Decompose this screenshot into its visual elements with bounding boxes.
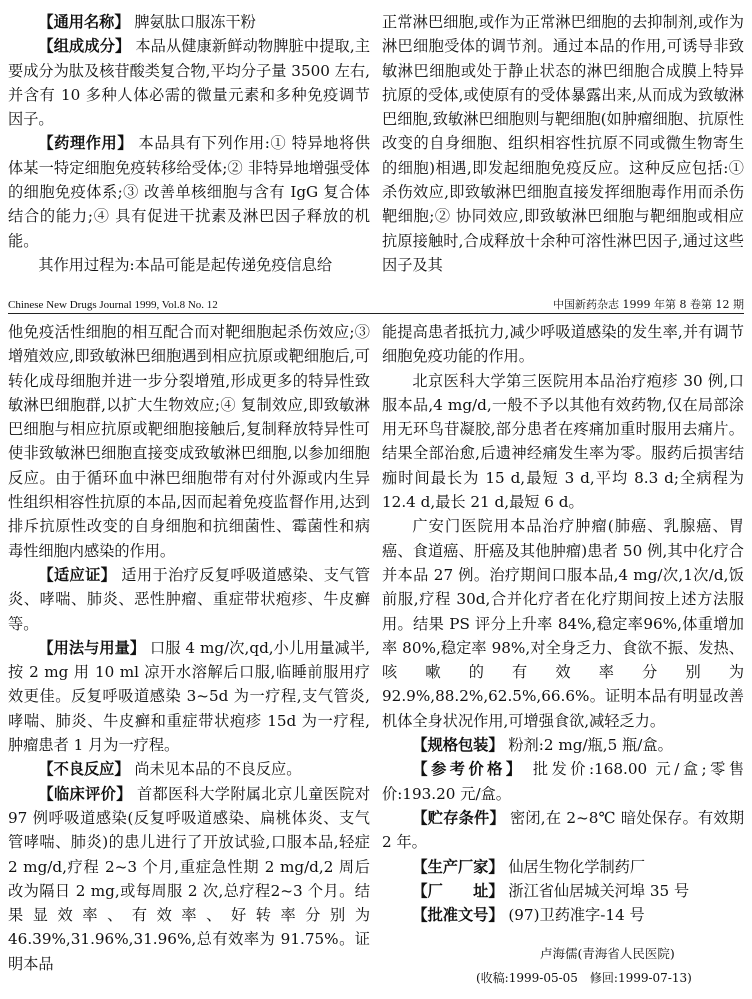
manufacturer-label: 【生产厂家】 <box>412 857 504 876</box>
author-line: 卢海儒(青海省人民医院) <box>540 946 675 961</box>
tumor-study-para: 广安门医院用本品治疗肿瘤(肺癌、乳腺癌、胃癌、食道癌、肝癌及其他肿瘤)患者 50 例,其中化疗合并本品 27 例。治疗期间口服本品,4 mg/次,1次/d,饭前服,疗程 30d,合并化疗者在化疗期间按上述方法服用。结果 PS 评分上升率 84%,稳定率96%,体重增加率 80%,稳定率 98%,对全身乏力、食欲不振、发热、咳嗽的有效率分别为 92.9%,88.2%,62.5%,66.6%。证明本品有明显改善机体全身状况作用,可增强食欲,减轻乏力。 <box>382 517 744 730</box>
pharmacology-text: 本品具有下列作用:① 特异地将供体某一特定细胞免疫转移给受体;② 非特异地增强受体的细胞免疫体系;③ 改善单核细胞与含有 IgG 复合体结合的能力;④ 具有促进干扰素及淋巴因子释放的机能。 <box>8 134 371 250</box>
spec-para <box>382 733 744 757</box>
top-right-column <box>382 10 744 277</box>
clinical-text: 首都医科大学附属北京儿童医院对 97 例呼吸道感染(反复呼吸道感染、扁桃体炎、支气管哮喘、肺炎)的患儿进行了开放试验,口服本品,轻症 2 mg/d,疗程 2~3 个月,重症急性期 2 mg/d,2 周后改为隔日 2 mg,或每周服 2 次,总疗程2~3 个月。结果显效率、有效率、好转率分别为46.39%,31.96%,31.96%,总有效率为 91.75%。证明本品 <box>8 784 371 973</box>
spec-label: 【规格包装】 <box>412 736 504 755</box>
header-rule <box>8 313 744 314</box>
usage-para <box>8 636 370 757</box>
submission-dates: (收稿:1999-05-05 修回:1999-07-13) <box>476 971 692 985</box>
price-text: 批发价:168.00 元/盒;零售价:193.20 元/盒。 <box>382 760 745 803</box>
indications-para <box>8 563 370 636</box>
price-label: 【参考价格】 <box>412 760 525 779</box>
spec-text: 粉剂:2 mg/瓶,5 瓶/盒。 <box>508 736 673 755</box>
usage-text: 口服 4 mg/次,qd,小儿用量减半,按 2 mg 用 10 ml 凉开水溶解后口服,临睡前服用疗效更佳。反复呼吸道感染 3~5d 为一疗程,支气管炎,哮喘、肺炎、牛皮癣和重症带状疱疹 15d 为一疗程,肿瘤患者 1 月为一疗程。 <box>8 638 370 755</box>
indications-text: 适用于治疗反复呼吸道感染、支气管炎、哮喘、肺炎、恶性肿瘤、重症带状疱疹、牛皮癣等。 <box>8 565 371 633</box>
composition-label: 【组成成分】 <box>38 37 131 56</box>
approval-text: (97)卫药准字-14 号 <box>508 906 645 925</box>
adverse-para <box>8 757 370 781</box>
running-header-chinese: 中国新药杂志 1999 年第 8 卷第 12 期 <box>553 298 744 311</box>
clinical-label: 【临床评价】 <box>38 784 132 803</box>
process-para: 其作用过程为:本品可能是起传递免疫信息给 <box>38 255 333 274</box>
price-para <box>382 757 744 806</box>
storage-label: 【贮存条件】 <box>412 808 505 827</box>
manufacturer-text: 仙居生物化学制药厂 <box>508 857 646 876</box>
composition-para <box>8 34 370 131</box>
running-header-english: Chinese New Drugs Journal 1999, Vol.8 No. 12 <box>8 299 218 311</box>
pharmacology-para <box>8 131 370 252</box>
top-right-text: 正常淋巴细胞,或作为正常淋巴细胞的去抑制剂,或作为淋巴细胞受体的调节剂。通过本品的作用,可诱导非致敏淋巴细胞或处于静止状态的淋巴细胞合成膜上特异抗原的受体,或使原有的受体暴露出来,从而成为致敏淋巴细胞,致敏淋巴细胞则与靶细胞(如肿瘤细胞、抗原性改变的自身细胞、组织相容性抗原不同或微生物寄生的细胞)相遇,即发起细胞免疫反应。这种反应包括:① 杀伤效应,即致敏淋巴细胞直接发挥细胞毒作用而杀伤靶细胞;② 协同效应,即致敏淋巴细胞与靶细胞或相应抗原接触时,合成释放十余种可溶性淋巴因子,通过这些因子及其 <box>382 13 744 274</box>
storage-para <box>382 806 744 855</box>
address-text: 浙江省仙居城关河埠 35 号 <box>508 881 690 900</box>
clinical-para <box>8 782 370 976</box>
manufacturer-para <box>382 855 744 879</box>
approval-para <box>382 903 744 927</box>
adverse-label: 【不良反应】 <box>38 760 130 779</box>
address-para <box>382 879 744 903</box>
composition-text: 本品从健康新鲜动物脾脏中提取,主要成分为肽及核苷酸类复合物,平均分子量 3500 左右,并含有 10 多种人体必需的微量元素和多种免疫调节因子。 <box>8 37 371 129</box>
indications-label: 【适应证】 <box>38 565 117 584</box>
bottom-right-column <box>382 320 744 927</box>
approval-label: 【批准文号】 <box>412 906 504 925</box>
clinical-continuation: 能提高患者抵抗力,减少呼吸道感染的发生率,并有调节细胞免疫功能的作用。 <box>382 323 744 366</box>
pharmacology-label: 【药理作用】 <box>38 134 134 153</box>
generic-name-label: 【通用名称】 <box>38 13 130 31</box>
address-label: 【厂 址】 <box>412 881 504 900</box>
generic-name-para <box>8 10 370 34</box>
generic-name-text: 脾氨肽口服冻干粉 <box>134 13 256 31</box>
effects-continuation: 他免疫活性细胞的相互配合而对靶细胞起杀伤效应;③ 增殖效应,即致敏淋巴细胞遇到相应抗原或靶细胞后,可转化成母细胞并进一步分裂增殖,形成更多的特异性致敏淋巴细胞群,以扩大生物效应;④ 复制效应,即致敏淋巴细胞与相应抗原或靶细胞接触后,复制释放特异性可使非致敏淋巴细胞直接变成致敏淋巴细胞,以参加细胞反应。由于循环血中淋巴细胞带有对付外源或内生异性组织相容性抗原的本品,因而起着免疫监督作用,达到排斥抗原性改变的自身细胞和抗细菌性、霉菌性和病毒性细胞内感染的作用。 <box>8 323 370 560</box>
herpes-study-para: 北京医科大学第三医院用本品治疗疱疹 30 例,口服本品,4 mg/d,一般不予以其他有效药物,仅在局部涂用无环鸟苷凝胶,部分患者在疼痛加重时服用去痛片。结果全部治愈,后遗神经痛发生率为零。服药后损害结痂时间最长为 15 d,最短 3 d,平均 8.3 d;全病程为 12.4 d,最长 21 d,最短 6 d。 <box>382 371 744 512</box>
usage-label: 【用法与用量】 <box>38 638 146 657</box>
storage-text: 密闭,在 2~8℃ 暗处保存。有效期 2 年。 <box>382 808 745 852</box>
adverse-text: 尚未见本品的不良反应。 <box>134 760 302 779</box>
top-left-column <box>8 10 370 277</box>
bottom-left-column <box>8 320 370 976</box>
